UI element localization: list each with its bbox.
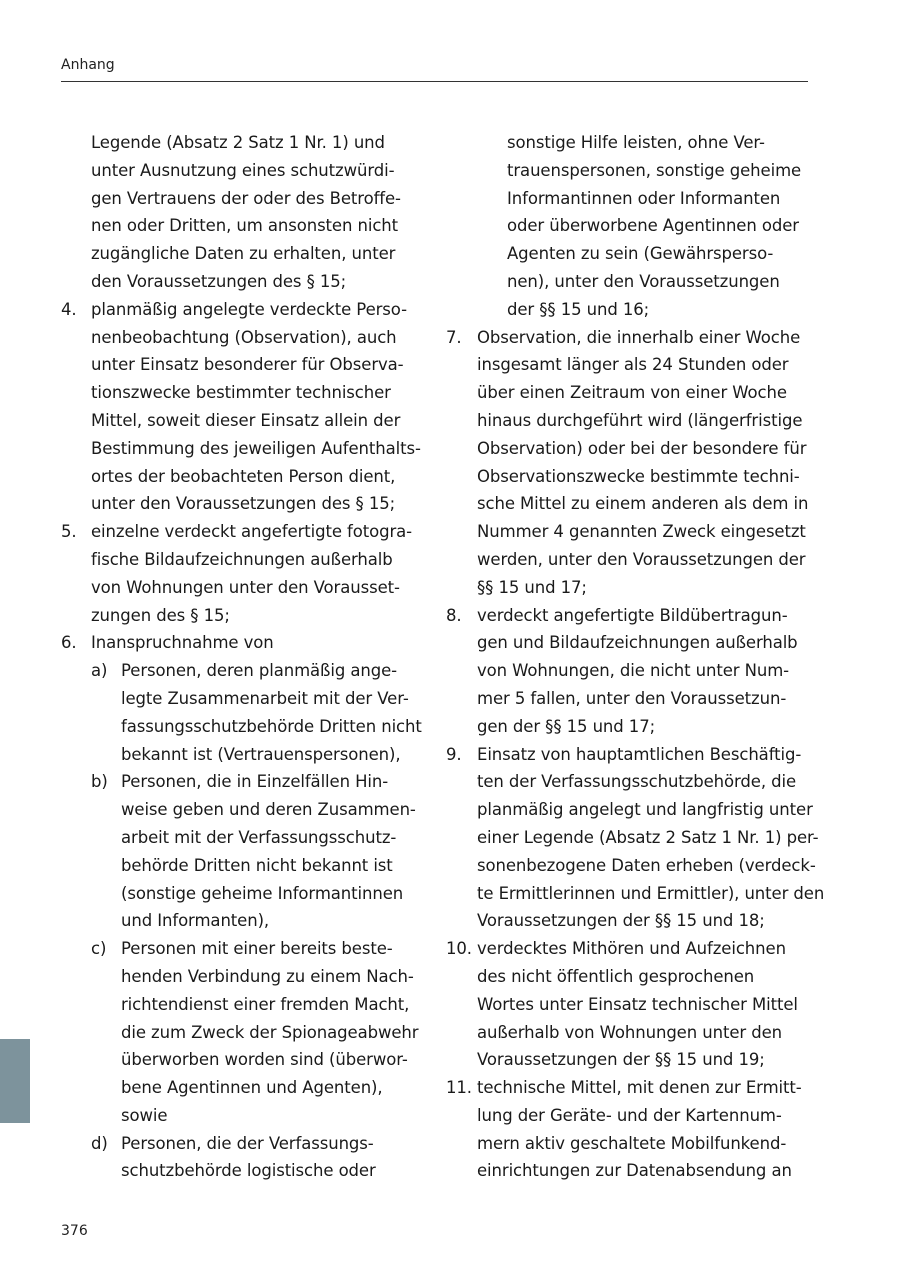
text-line bbox=[61, 296, 431, 324]
line-text: über einen Zeitraum von einer Woche bbox=[477, 383, 787, 403]
line-text: nenbeobachtung (Observation), auch bbox=[91, 327, 397, 347]
text-line bbox=[61, 379, 431, 407]
text-line bbox=[446, 963, 812, 991]
line-text: behörde Dritten nicht bekannt ist bbox=[121, 855, 393, 875]
text-line bbox=[61, 880, 431, 908]
text-line bbox=[446, 296, 812, 324]
line-text: Personen, deren planmäßig ange- bbox=[121, 661, 397, 681]
text-line bbox=[446, 268, 812, 296]
text-line bbox=[61, 1046, 431, 1074]
line-text: ortes der beobachteten Person dient, bbox=[91, 466, 396, 486]
list-item-number: 4. bbox=[61, 299, 77, 319]
text-line bbox=[61, 991, 431, 1019]
text-line bbox=[446, 713, 812, 741]
line-text: technische Mittel, mit denen zur Ermitt- bbox=[477, 1078, 802, 1098]
text-line bbox=[61, 852, 431, 880]
line-text: Agenten zu sein (Gewährsperso- bbox=[507, 244, 774, 264]
line-text: §§ 15 und 17; bbox=[477, 577, 587, 597]
text-line bbox=[61, 629, 431, 657]
sub-item-marker: b) bbox=[91, 772, 108, 792]
text-line bbox=[61, 935, 431, 963]
text-line bbox=[61, 713, 431, 741]
line-text: Wortes unter Einsatz technischer Mittel bbox=[477, 994, 798, 1014]
line-text: nen), unter den Voraussetzungen bbox=[507, 271, 780, 291]
line-text: planmäßig angelegt und langfristig unter bbox=[477, 800, 813, 820]
text-line bbox=[446, 935, 812, 963]
right-column bbox=[446, 129, 825, 1185]
text-line bbox=[61, 212, 431, 240]
line-text: Observationszwecke bestimmte techni- bbox=[477, 466, 800, 486]
text-line bbox=[61, 268, 431, 296]
line-text: ten der Verfassungsschutzbehörde, die bbox=[477, 772, 797, 792]
line-text: (sonstige geheime Informantinnen bbox=[121, 883, 404, 903]
text-line bbox=[446, 1074, 812, 1102]
line-text: Personen, die der Verfassungs- bbox=[121, 1133, 374, 1153]
line-text: der §§ 15 und 16; bbox=[507, 299, 650, 319]
text-line bbox=[446, 629, 812, 657]
text-line bbox=[61, 490, 431, 518]
line-text: den Voraussetzungen des § 15; bbox=[91, 271, 347, 291]
line-text: weise geben und deren Zusammen- bbox=[121, 800, 416, 820]
text-line bbox=[446, 212, 812, 240]
line-text: des nicht öffentlich gesprochenen bbox=[477, 966, 755, 986]
line-text: gen der §§ 15 und 17; bbox=[477, 716, 656, 736]
line-text: die zum Zweck der Spionageabwehr bbox=[121, 1022, 419, 1042]
line-text: Mittel, soweit dieser Einsatz allein der bbox=[91, 410, 401, 430]
text-line bbox=[61, 1157, 431, 1185]
text-line bbox=[446, 240, 812, 268]
text-line bbox=[446, 991, 812, 1019]
text-line bbox=[61, 1130, 431, 1158]
sub-item-marker: a) bbox=[91, 661, 108, 681]
line-text: überworben worden sind (überwor- bbox=[121, 1050, 408, 1070]
line-text: werden, unter den Voraussetzungen der bbox=[477, 549, 806, 569]
text-line bbox=[61, 1019, 431, 1047]
line-text: tionszwecke bestimmter technischer bbox=[91, 383, 391, 403]
text-line bbox=[446, 880, 825, 908]
text-line bbox=[446, 602, 812, 630]
line-text: Personen mit einer bereits beste- bbox=[121, 939, 393, 959]
text-line bbox=[446, 407, 812, 435]
line-text: Personen, die in Einzelfällen Hin- bbox=[121, 772, 389, 792]
line-text: verdeckt angefertigte Bildübertragun- bbox=[477, 605, 788, 625]
line-text: sowie bbox=[121, 1105, 168, 1125]
line-text: bekannt ist (Vertrauenspersonen), bbox=[121, 744, 401, 764]
line-text: Bestimmung des jeweiligen Aufenthalts- bbox=[91, 438, 421, 458]
line-text: bene Agentinnen und Agenten), bbox=[121, 1078, 383, 1098]
page-number: 376 bbox=[61, 1223, 88, 1239]
text-line bbox=[446, 463, 812, 491]
header-rule bbox=[61, 81, 808, 82]
text-line bbox=[446, 796, 812, 824]
text-line bbox=[446, 685, 812, 713]
line-text: te Ermittlerinnen und Ermittler), unter den bbox=[477, 883, 825, 903]
text-line bbox=[446, 1130, 812, 1158]
text-line bbox=[446, 741, 812, 769]
line-text: insgesamt länger als 24 Stunden oder bbox=[477, 355, 789, 375]
line-text: sonstige Hilfe leisten, ohne Ver- bbox=[507, 133, 765, 152]
line-text: einrichtungen zur Datenabsendung an bbox=[477, 1161, 792, 1181]
text-line bbox=[446, 1157, 812, 1185]
text-line bbox=[61, 157, 431, 185]
line-text: Nummer 4 genannten Zweck eingesetzt bbox=[477, 522, 806, 542]
line-text: legte Zusammenarbeit mit der Ver- bbox=[121, 688, 409, 708]
line-text: Legende (Absatz 2 Satz 1 Nr. 1) und bbox=[91, 133, 385, 152]
text-line bbox=[446, 852, 816, 880]
line-text: fassungsschutzbehörde Dritten nicht bbox=[121, 716, 422, 736]
line-text: oder überworbene Agentinnen oder bbox=[507, 216, 799, 236]
line-text: Voraussetzungen der §§ 15 und 19; bbox=[477, 1050, 765, 1070]
list-item-number: 9. bbox=[446, 744, 462, 764]
text-line bbox=[446, 1046, 812, 1074]
line-text: von Wohnungen, die nicht unter Num- bbox=[477, 661, 790, 681]
text-line bbox=[446, 435, 812, 463]
text-line bbox=[446, 824, 819, 852]
line-text: fische Bildaufzeichnungen außerhalb bbox=[91, 549, 393, 569]
line-text: einzelne verdeckt angefertigte fotogra- bbox=[91, 522, 413, 542]
text-line bbox=[446, 1019, 812, 1047]
list-item-number: 6. bbox=[61, 633, 77, 653]
text-line bbox=[446, 324, 812, 352]
page-header-title: Anhang bbox=[61, 57, 115, 73]
text-line bbox=[61, 685, 431, 713]
text-line bbox=[61, 824, 431, 852]
line-text: Voraussetzungen der §§ 15 und 18; bbox=[477, 911, 765, 931]
text-line bbox=[61, 351, 431, 379]
line-text: und Informanten), bbox=[121, 911, 270, 931]
line-text: einer Legende (Absatz 2 Satz 1 Nr. 1) per- bbox=[477, 827, 819, 847]
line-text: von Wohnungen unter den Vorausset- bbox=[91, 577, 400, 597]
line-text: Observation, die innerhalb einer Woche bbox=[477, 327, 801, 347]
text-line bbox=[61, 518, 431, 546]
text-line bbox=[446, 518, 812, 546]
line-text: trauenspersonen, sonstige geheime bbox=[507, 160, 802, 180]
line-text: zugängliche Daten zu erhalten, unter bbox=[91, 244, 396, 264]
line-text: lung der Geräte- und der Kartennum- bbox=[477, 1105, 782, 1125]
text-line bbox=[61, 407, 431, 435]
line-text: unter den Voraussetzungen des § 15; bbox=[91, 494, 396, 514]
line-text: sonenbezogene Daten erheben (verdeck- bbox=[477, 855, 816, 875]
text-line bbox=[446, 490, 812, 518]
line-text: zungen des § 15; bbox=[91, 605, 230, 625]
list-item-number: 8. bbox=[446, 605, 462, 625]
text-line bbox=[446, 185, 812, 213]
line-text: Inanspruchnahme von bbox=[91, 633, 274, 653]
text-line bbox=[61, 324, 431, 352]
text-line bbox=[446, 657, 812, 685]
text-line bbox=[61, 546, 431, 574]
line-text: Informantinnen oder Informanten bbox=[507, 188, 781, 208]
text-line bbox=[61, 963, 431, 991]
line-text: Observation) oder bei der besondere für bbox=[477, 438, 807, 458]
sub-item-marker: c) bbox=[91, 939, 107, 959]
text-line bbox=[446, 768, 812, 796]
list-item-number: 7. bbox=[446, 327, 462, 347]
line-text: Einsatz von hauptamtlichen Beschäftig- bbox=[477, 744, 802, 764]
text-line bbox=[61, 1074, 431, 1102]
text-line bbox=[446, 546, 812, 574]
line-text: schutzbehörde logistische oder bbox=[121, 1161, 376, 1181]
text-line bbox=[61, 240, 431, 268]
line-text: gen und Bildaufzeichnungen außerhalb bbox=[477, 633, 798, 653]
text-line bbox=[61, 185, 431, 213]
text-line bbox=[446, 157, 812, 185]
text-line bbox=[446, 351, 812, 379]
text-line bbox=[446, 907, 812, 935]
line-text: mer 5 fallen, unter den Voraussetzun- bbox=[477, 688, 787, 708]
text-line bbox=[61, 907, 431, 935]
text-line bbox=[446, 129, 812, 157]
sub-item-marker: d) bbox=[91, 1133, 108, 1153]
text-line bbox=[446, 574, 812, 602]
section-side-tab bbox=[0, 1039, 30, 1123]
text-line bbox=[61, 129, 431, 157]
text-line bbox=[446, 379, 812, 407]
text-line bbox=[446, 1102, 812, 1130]
text-line bbox=[61, 657, 431, 685]
line-text: unter Ausnutzung eines schutzwürdi- bbox=[91, 160, 395, 180]
line-text: gen Vertrauens der oder des Betroffe- bbox=[91, 188, 401, 208]
list-item-number: 10. bbox=[446, 939, 472, 959]
line-text: hinaus durchgeführt wird (längerfristige bbox=[477, 410, 803, 430]
line-text: sche Mittel zu einem anderen als dem in bbox=[477, 494, 809, 514]
line-text: verdecktes Mithören und Aufzeichnen bbox=[477, 939, 786, 959]
line-text: planmäßig angelegte verdeckte Perso- bbox=[91, 299, 407, 319]
line-text: arbeit mit der Verfassungsschutz- bbox=[121, 827, 397, 847]
line-text: richtendienst einer fremden Macht, bbox=[121, 994, 410, 1014]
line-text: henden Verbindung zu einem Nach- bbox=[121, 966, 414, 986]
text-line bbox=[61, 602, 431, 630]
list-item-number: 11. bbox=[446, 1078, 472, 1098]
list-item-number: 5. bbox=[61, 522, 77, 542]
text-line bbox=[61, 741, 431, 769]
text-line bbox=[61, 1102, 431, 1130]
line-text: mern aktiv geschaltete Mobilfunkend- bbox=[477, 1133, 787, 1153]
text-line bbox=[61, 435, 431, 463]
left-column bbox=[61, 129, 431, 1185]
text-line bbox=[61, 574, 431, 602]
line-text: unter Einsatz besonderer für Observa- bbox=[91, 355, 404, 375]
line-text: außerhalb von Wohnungen unter den bbox=[477, 1022, 782, 1042]
line-text: nen oder Dritten, um ansonsten nicht bbox=[91, 216, 399, 236]
text-line bbox=[61, 463, 431, 491]
text-line bbox=[61, 796, 431, 824]
text-line bbox=[61, 768, 431, 796]
